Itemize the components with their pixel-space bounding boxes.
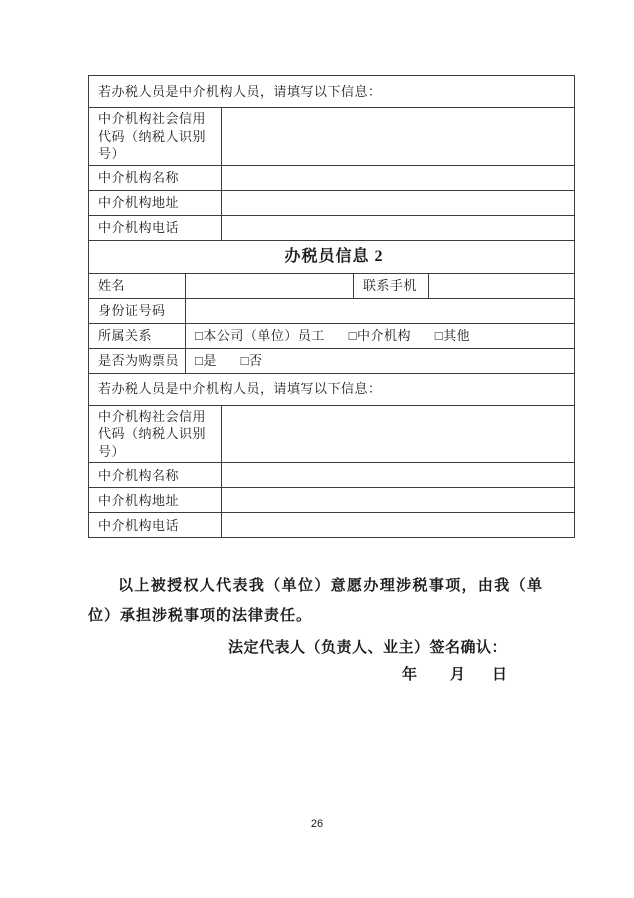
checkbox-option-label: 是 xyxy=(203,352,217,368)
checkbox-option-label: 其他 xyxy=(443,327,471,343)
value-cell-intermediary-credit-code-1 xyxy=(222,108,575,166)
label-intermediary-address-2: 中介机构地址 xyxy=(89,488,222,513)
label-intermediary-name-2: 中介机构名称 xyxy=(89,463,222,488)
checkbox-option-other xyxy=(435,327,470,345)
table-row xyxy=(89,76,575,108)
label-name: 姓名 xyxy=(89,273,186,298)
table-row xyxy=(89,373,575,405)
value-cell-intermediary-address-1 xyxy=(222,190,575,215)
label-ticket-purchaser: 是否为购票员 xyxy=(89,348,186,373)
table-row xyxy=(89,273,575,298)
table-row xyxy=(89,348,575,373)
checkbox-option-no xyxy=(241,352,263,370)
label-relation: 所属关系 xyxy=(89,323,186,348)
label-intermediary-name-1: 中介机构名称 xyxy=(89,165,222,190)
date-day-label: 日 xyxy=(492,667,508,684)
intermediary-note-2: 若办税人员是中介机构人员，请填写以下信息： xyxy=(89,373,575,405)
label-intermediary-phone-2: 中介机构电话 xyxy=(89,513,222,538)
checkbox-icon: □ xyxy=(195,352,204,368)
checkbox-option-label: 中介机构 xyxy=(356,327,411,343)
checkbox-icon: □ xyxy=(240,352,249,368)
section-title: 办税员信息 2 xyxy=(89,240,575,273)
label-intermediary-credit-code-1: 中介机构社会信用代码（纳税人识别号） xyxy=(89,108,222,166)
table-row xyxy=(89,405,575,463)
tax-handler-form-table xyxy=(88,75,575,538)
checkbox-option-label: 本公司（单位）员工 xyxy=(203,327,325,343)
table-row xyxy=(89,463,575,488)
checkbox-icon: □ xyxy=(195,327,204,343)
label-mobile: 联系手机 xyxy=(354,273,429,298)
label-intermediary-address-1: 中介机构地址 xyxy=(89,190,222,215)
table-row xyxy=(89,215,575,240)
checkbox-icon: □ xyxy=(434,327,444,343)
date-year-label: 年 xyxy=(402,667,418,684)
page-number: 26 xyxy=(310,818,324,830)
value-cell-intermediary-credit-code-2 xyxy=(222,405,575,463)
date-month-label: 月 xyxy=(450,667,466,684)
table-row xyxy=(89,298,575,323)
table-row xyxy=(89,108,575,166)
form-content xyxy=(88,75,574,683)
table-row xyxy=(89,190,575,215)
table-row xyxy=(89,323,575,348)
checkbox-option-intermediary xyxy=(349,327,411,345)
relation-options-cell xyxy=(186,323,575,348)
intermediary-note-1: 若办税人员是中介机构人员，请填写以下信息： xyxy=(89,76,575,108)
label-id-number: 身份证号码 xyxy=(89,298,186,323)
checkbox-icon: □ xyxy=(348,327,357,343)
table-row xyxy=(89,488,575,513)
value-cell-intermediary-phone-1 xyxy=(222,215,575,240)
value-cell-name xyxy=(186,273,354,298)
value-cell-intermediary-name-1 xyxy=(222,165,575,190)
checkbox-option-yes xyxy=(195,352,217,370)
label-intermediary-phone-1: 中介机构电话 xyxy=(89,215,222,240)
table-row xyxy=(89,165,575,190)
value-cell-id-number xyxy=(186,298,575,323)
table-row xyxy=(89,240,575,273)
value-cell-intermediary-address-2 xyxy=(222,488,575,513)
value-cell-intermediary-phone-2 xyxy=(222,513,575,538)
label-intermediary-credit-code-2: 中介机构社会信用代码（纳税人识别号） xyxy=(89,405,222,463)
checkbox-option-employee xyxy=(195,327,325,345)
legal-statement: 以上被授权人代表我（单位）意愿办理涉税事项，由我（单位）承担涉税事项的法律责任。 xyxy=(88,578,543,625)
ticket-options-cell xyxy=(186,348,575,373)
checkbox-option-label: 否 xyxy=(248,352,263,368)
value-cell-mobile xyxy=(429,273,575,298)
table-row xyxy=(89,513,575,538)
date-line xyxy=(88,667,574,683)
signature-confirmation-label: 法定代表人（负责人、业主）签名确认： xyxy=(228,640,508,657)
value-cell-intermediary-name-2 xyxy=(222,463,575,488)
